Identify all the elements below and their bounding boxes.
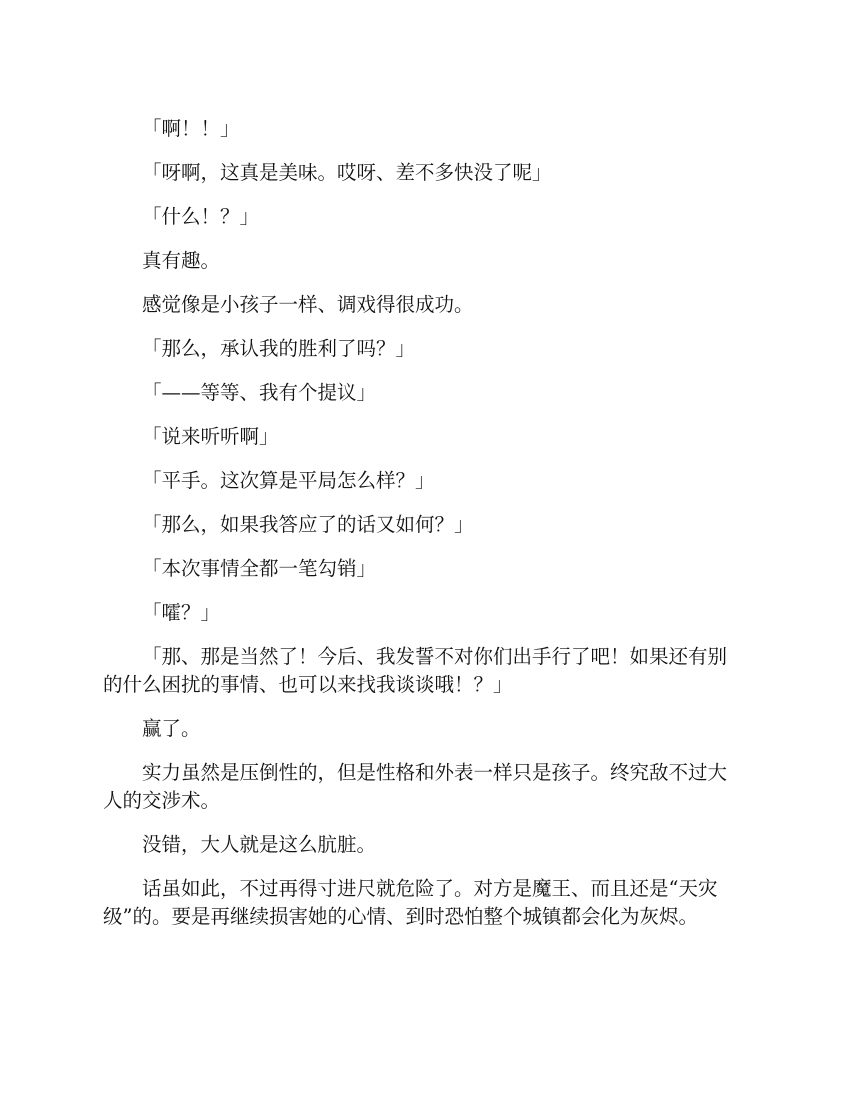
paragraph: 「嚯？」	[142, 601, 221, 624]
paragraph: 「本次事情全都一笔勾销」	[142, 557, 377, 580]
paragraph: 真有趣。	[142, 249, 221, 272]
paragraph: 「平手。这次算是平局怎么样？」	[142, 469, 435, 492]
paragraph: 实力虽然是压倒性的，但是性格和外表一样只是孩子。终究敌不过大人的交涉术。	[103, 761, 728, 812]
paragraph: 「——等等、我有个提议」	[142, 381, 377, 404]
paragraph: 「说来听听啊」	[142, 425, 279, 448]
paragraph: 感觉像是小孩子一样、调戏得很成功。	[142, 293, 474, 316]
body-text	[103, 115, 743, 947]
paragraph: 「啊！！」	[142, 117, 240, 140]
paragraph: 「那么，如果我答应了的话又如何？」	[142, 513, 474, 536]
paragraph: 「那、那是当然了！今后、我发誓不对你们出手行了吧！如果还有别的什么困扰的事情、也可以来找我谈谈哦！？」	[103, 645, 728, 696]
paragraph: 「呀啊，这真是美味。哎呀、差不多快没了呢」	[142, 161, 552, 184]
paragraph: 没错，大人就是这么肮脏。	[142, 833, 377, 856]
paragraph: 「什么！？」	[142, 205, 260, 228]
paragraph: 「那么，承认我的胜利了吗？」	[142, 337, 416, 360]
paragraph: 话虽如此，不过再得寸进尺就危险了。对方是魔王、而且还是“天灾级”的。要是再继续损害她的心情、到时恐怕整个城镇都会化为灰烬。	[103, 877, 718, 928]
paragraph: 赢了。	[142, 717, 201, 740]
